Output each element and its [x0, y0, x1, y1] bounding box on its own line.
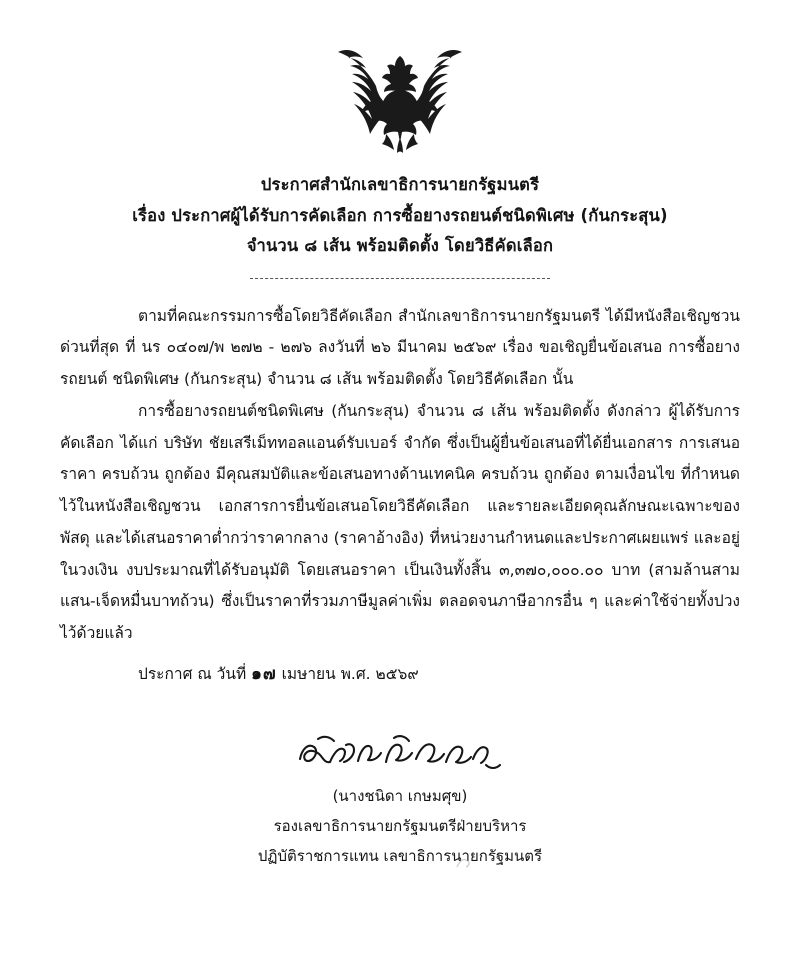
paragraph-1-text: ตามที่คณะกรรมการซื้อโดยวิธีคัดเลือก สำนักเลขาธิการนายกรัฐมนตรี ได้มีหนังสือเชิญชวน ด่วนที่สุด ที่ นร ๐๔๐๗/พ ๒๗๒ - ๒๗๖ ลงวันที่ ๒๖ มีนาคม ๒๕๖๙ เรื่อง ขอเชิญยื่นข้อเสนอ การซื้อยางรถยนต์ ชนิดพิเศษ (กันกระสุน) จำนวน ๘ เส้น พร้อมติดตั้ง โดยวิธีคัดเลือก นั้น	[60, 306, 740, 389]
paragraph-2-text: การซื้อยางรถยนต์ชนิดพิเศษ (กันกระสุน) จำนวน ๘ เส้น พร้อมติดตั้ง ดังกล่าว ผู้ได้รับการคัดเลือก ได้แก่ บริษัท ชัยเสรีเม็ททอลแอนด์รับเบอร์ จำกัด ซึ่งเป็นผู้ยื่นข้อเสนอที่ได้ยื่นเอกสาร การเสนอราคา ครบถ้วน ถูกต้อง มีคุณสมบัติและข้อเสนอทางด้านเทคนิค ครบถ้วน ถูกต้อง ตามเงื่อนไข ที่กำหนดไว้ในหนังสือเชิญชวน เอกสารการยื่นข้อเสนอโดยวิธีคัดเลือก และรายละเอียดคุณลักษณะเฉพาะของพัสดุ และได้เสนอราคาต่ำกว่าราคากลาง (ราคาอ้างอิง) ที่หน่วยงานกำหนดและประกาศเผยแพร่ และอยู่ในวงเงิน งบประมาณที่ได้รับอนุมัติ โดยเสนอราคา เป็นเงินทั้งสิ้น ๓,๓๗๐,๐๐๐.๐๐ บาท (สามล้านสามแสน-เจ็ดหมื่นบาทถ้วน) ซึ่งเป็นราคาที่รวมภาษีมูลค่าเพิ่ม ตลอดจนภาษีอากรอื่น ๆ และค่าใช้จ่ายทั้งปวงไว้ด้วยแล้ว	[60, 401, 740, 643]
announce-year: ๒๕๖๙	[375, 664, 419, 683]
handwritten-signature	[60, 733, 740, 779]
announce-date-line	[60, 660, 740, 687]
paragraph-2	[60, 396, 740, 650]
paragraph-1	[60, 301, 740, 396]
document-heading	[60, 170, 740, 262]
signer-role-2: ปฏิบัติราชการแทน เลขาธิการนายกรัฐมนตรี	[257, 846, 543, 865]
divider	[250, 278, 550, 279]
announce-year-prefix: พ.ศ.	[340, 664, 371, 683]
emblem-container	[60, 38, 740, 156]
scan-artifact	[455, 855, 473, 869]
heading-line-3: จำนวน ๘ เส้น พร้อมติดตั้ง โดยวิธีคัดเลือก	[246, 236, 554, 256]
signer-role-1: รองเลขาธิการนายกรัฐมนตรีฝ่ายบริหาร	[273, 816, 527, 835]
announce-day: ๑๗	[251, 663, 277, 684]
heading-line-1: ประกาศสำนักเลขาธิการนายกรัฐมนตรี	[260, 175, 540, 194]
signature-block	[60, 733, 740, 871]
announce-prefix: ประกาศ ณ วันที่	[138, 664, 247, 683]
announce-month: เมษายน	[281, 664, 336, 683]
heading-line-2: เรื่อง ประกาศผู้ได้รับการคัดเลือก การซื้อยางรถยนต์ชนิดพิเศษ (กันกระสุน)	[132, 205, 668, 225]
garuda-emblem	[330, 38, 470, 156]
document-body	[60, 301, 740, 650]
signer-name: (นางชนิดา เกษมศุข)	[332, 786, 468, 805]
